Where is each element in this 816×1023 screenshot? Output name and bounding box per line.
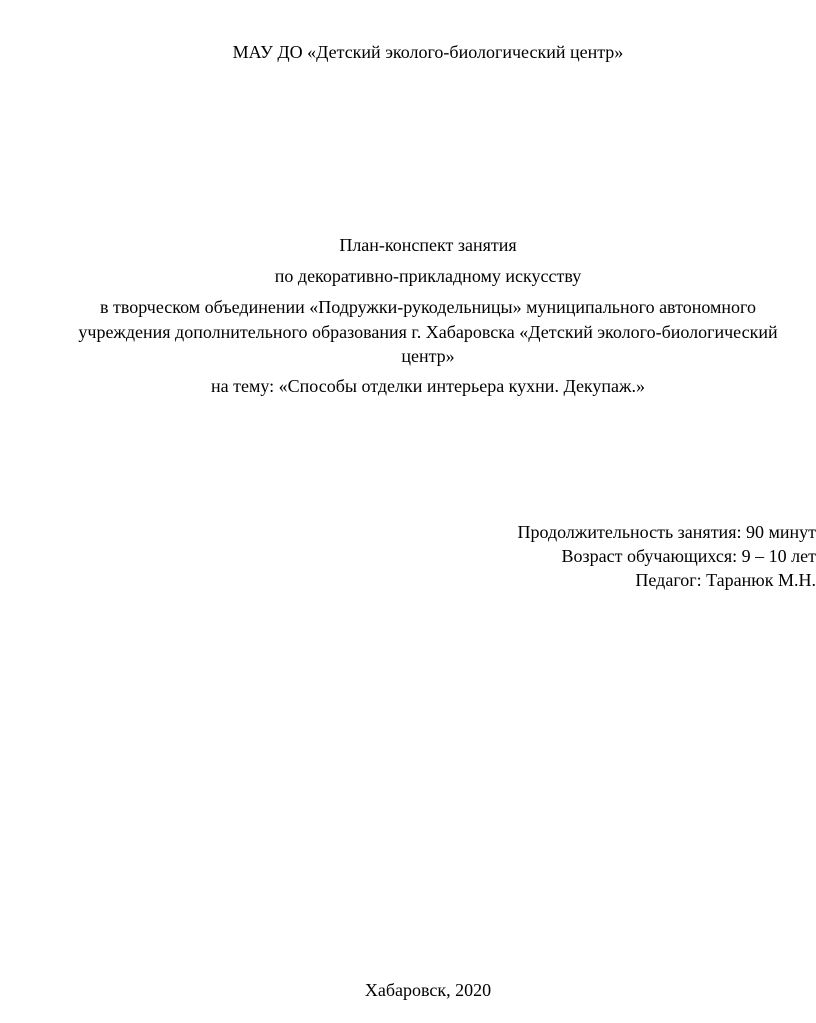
student-age: Возраст обучающихся: 9 – 10 лет xyxy=(561,546,816,566)
city-year-footer: Хабаровск, 2020 xyxy=(364,980,492,1000)
lesson-duration: Продолжительность занятия: 90 минут xyxy=(517,522,816,542)
title-line-3: в творческом объединении «Подружки-рукодельницы» муниципального автономного xyxy=(100,297,756,317)
title-line-1: План-конспект занятия xyxy=(339,235,517,255)
title-line-2: по декоративно-прикладному искусству xyxy=(274,266,582,286)
title-line-5: центр» xyxy=(401,346,455,366)
teacher-name: Педагог: Таранюк М.Н. xyxy=(635,570,816,590)
title-line-4: учреждения дополнительного образования г. Хабаровска «Детский эколого-биологический xyxy=(78,322,778,342)
lesson-topic: на тему: «Способы отделки интерьера кухни. Декупаж.» xyxy=(211,376,645,396)
institution-header: МАУ ДО «Детский эколого-биологический центр» xyxy=(232,42,624,62)
